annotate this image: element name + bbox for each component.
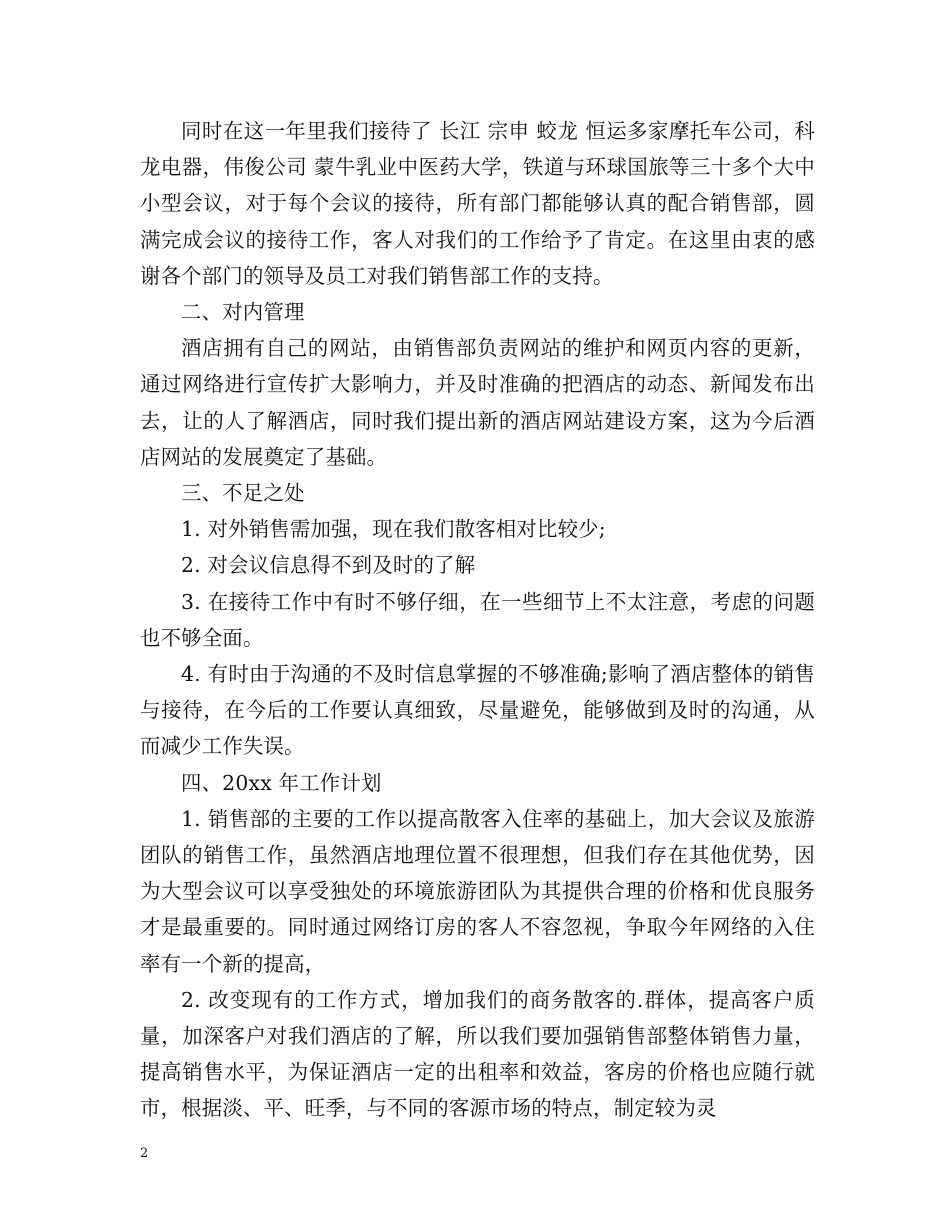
list-item-shortcoming-3: 3. 在接待工作中有时不够仔细，在一些细节上不太注意，考虑的问题也不够全面。 — [140, 589, 815, 650]
paragraph-website: 酒店拥有自己的网站，由销售部负责网站的维护和网页内容的更新，通过网络进行宣传扩大影响力，并及时准确的把酒店的动态、新闻发布出去，让的人了解酒店，同时我们提出新的酒店网站建设方案，这为今后酒店网站的发展奠定了基础。 — [140, 336, 815, 469]
list-item-plan-2: 2. 改变现有的工作方式，增加我们的商务散客的.群体，提高客户质量，加深客户对我们酒店的了解，所以我们要加强销售部整体销售力量，提高销售水平，为保证酒店一定的出租率和效益，客房的价格也应随行就市，根据淡、平、旺季，与不同的客源市场的特点，制定较为灵 — [140, 987, 815, 1121]
list-item-shortcoming-2: 2. 对会议信息得不到及时的了解 — [181, 553, 476, 578]
paragraph-meeting-reception: 同时在这一年里我们接待了 长江 宗申 蛟龙 恒运多家摩托车公司，科龙电器，伟俊公司 蒙牛乳业中医药大学，铁道与环球国旅等三十多个大中小型会议，对于每个会议的接待，所有部门都能够认真的配合销售部，圆满完成会议的接待工作，客人对我们的工作给予了肯定。在这里由衷的感谢各个部门的领导及员工对我们销售部工作的支持。 — [140, 119, 815, 288]
list-item-plan-1: 1. 销售部的主要的工作以提高散客入住率的基础上，加大会议及旅游团队的销售工作，虽然酒店地理位置不很理想，但我们存在其他优势，因为大型会议可以享受独处的环境旅游团队为其提供合理的价格和优良服务才是最重要的。同时通过网络订房的客人不容忽视，争取今年网络的入住率有一个新的提高， — [140, 806, 815, 976]
heading-work-plan: 四、20xx 年工作计划 — [181, 770, 382, 795]
heading-shortcomings: 三、不足之处 — [181, 481, 305, 506]
heading-internal-management: 二、对内管理 — [181, 300, 305, 325]
page-number: 2 — [140, 1146, 149, 1161]
list-item-shortcoming-1: 1. 对外销售需加强，现在我们散客相对比较少; — [181, 517, 606, 542]
document-body — [140, 113, 815, 1127]
list-item-shortcoming-4: 4. 有时由于沟通的不及时信息掌握的不够准确;影响了酒店整体的销售与接待，在今后的工作要认真细致，尽量避免，能够做到及时的沟通，从而减少工作失误。 — [140, 662, 815, 759]
